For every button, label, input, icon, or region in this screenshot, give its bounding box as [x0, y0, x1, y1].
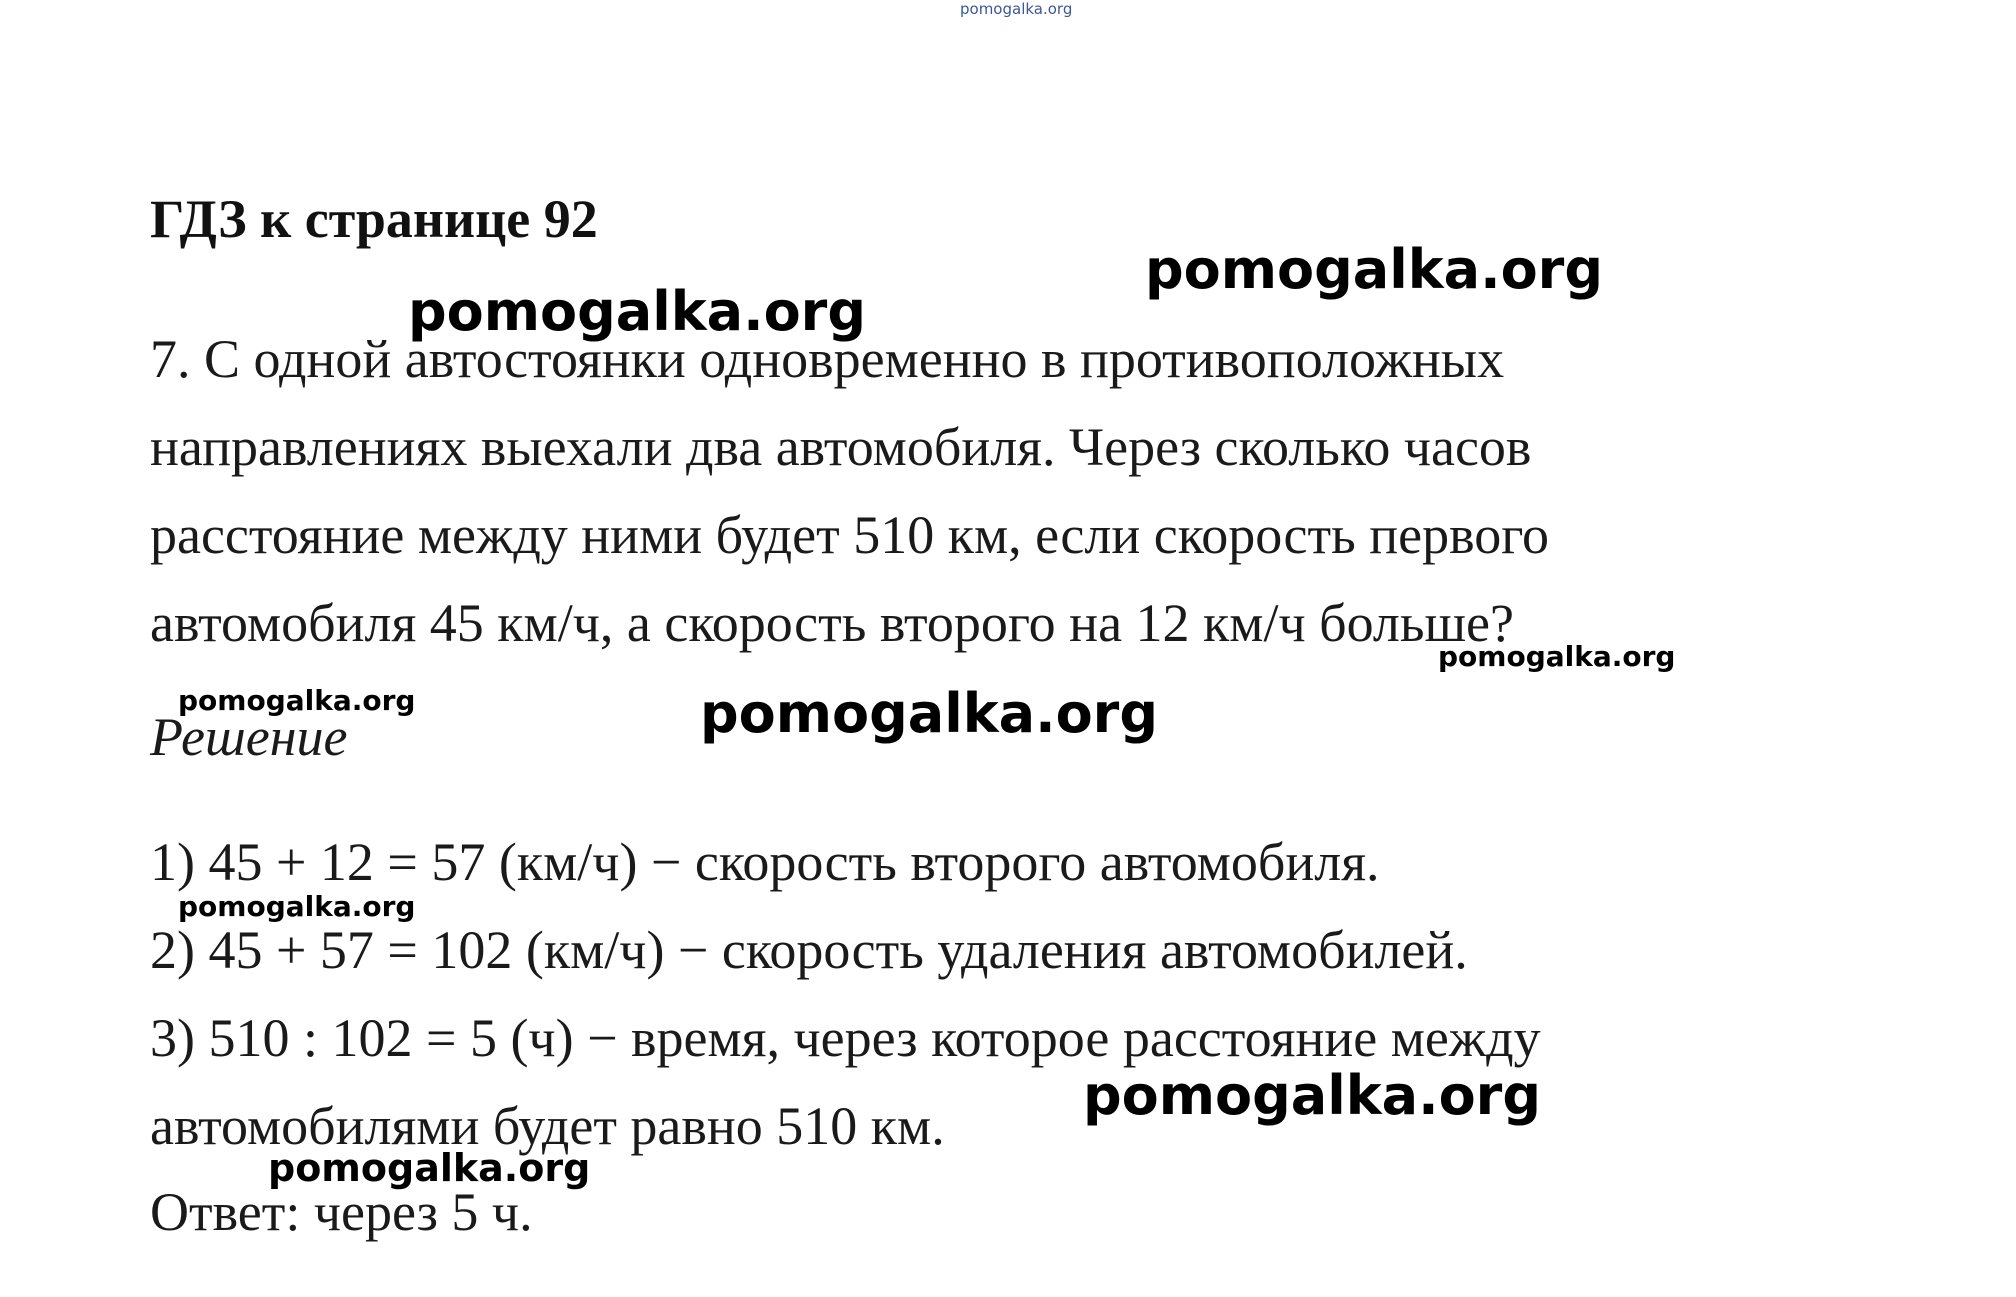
page-title: ГДЗ к странице 92	[150, 189, 598, 249]
watermark: pomogalka.org	[268, 1146, 591, 1190]
problem-line: направлениях выехали два автомобиля. Через сколько часов	[150, 417, 1532, 477]
watermark: pomogalka.org	[178, 684, 416, 717]
top-watermark-link[interactable]: pomogalka.org	[960, 0, 1073, 18]
problem-line: 7. С одной автостоянки одновременно в противоположных	[150, 329, 1505, 389]
solution-steps	[150, 818, 1900, 1170]
watermark: pomogalka.org	[1438, 640, 1676, 673]
solution-step: автомобилями будет равно 510 км.	[150, 1096, 945, 1156]
watermark: pomogalka.org	[408, 280, 866, 343]
watermark: pomogalka.org	[700, 682, 1158, 745]
watermark: pomogalka.org	[1083, 1064, 1541, 1127]
answer-text	[150, 1168, 533, 1256]
problem-text	[150, 315, 1850, 667]
solution-label: Решение	[150, 707, 348, 767]
solution-step: 1) 45 + 12 = 57 (км/ч) − скорость второго автомобиля.	[150, 832, 1380, 892]
solution-step: 2) 45 + 57 = 102 (км/ч) − скорость удаления автомобилей.	[150, 920, 1468, 980]
problem-line: автомобиля 45 км/ч, а скорость второго на 12 км/ч больше?	[150, 593, 1514, 653]
watermark: pomogalka.org	[1145, 238, 1603, 301]
answer-line: Ответ: через 5 ч.	[150, 1182, 533, 1242]
watermark: pomogalka.org	[178, 890, 416, 923]
problem-line: расстояние между ними будет 510 км, если скорость первого	[150, 505, 1550, 565]
solution-step: 3) 510 : 102 = 5 (ч) − время, через которое расстояние между	[150, 1008, 1541, 1068]
